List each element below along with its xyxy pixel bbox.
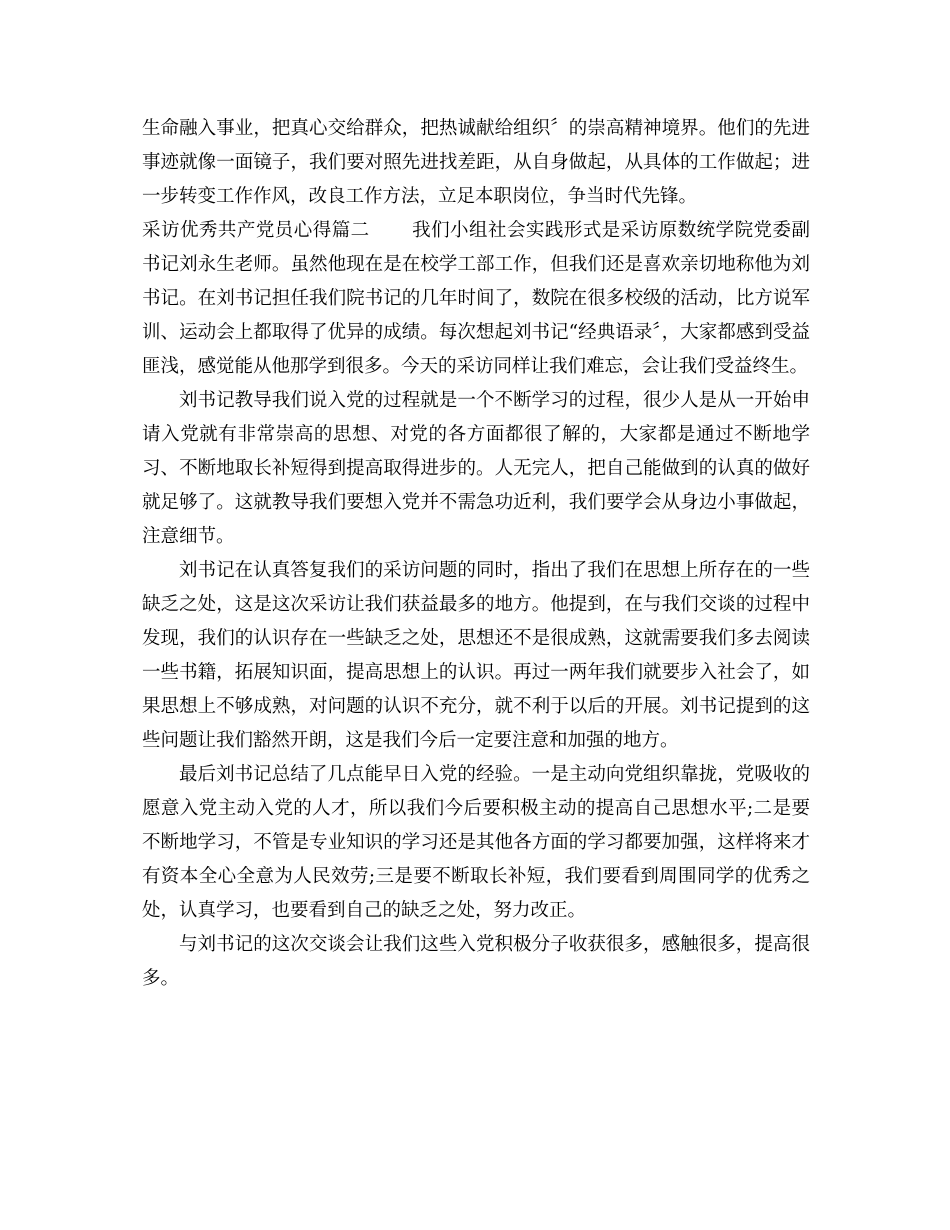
paragraph-shortcomings: 刘书记在认真答复我们的采访问题的同时，指出了我们在思想上所存在的一些缺乏之处，这是这次采访让我们获益最多的地方。他提到，在与我们交谈的过程中发现，我们的认识存在一些缺乏之处，思想还不是很成熟，这就需要我们多去阅读一些书籍，拓展知识面，提高思想上的认识。再过一两年我们就要步入社会了，如果思想上不够成熟，对问题的认识不充分，就不利于以后的开展。刘书记提到的这些问题让我们豁然开朗，这是我们今后一定要注意和加强的地方。	[142, 560, 810, 751]
section-paragraph	[142, 214, 810, 384]
paragraph-experience: 最后刘书记总结了几点能早日入党的经验。一是主动向党组织靠拢，党吸收的愿意入党主动入党的人才，所以我们今后要积极主动的提高自己思想水平;二是要不断地学习，不管是专业知识的学习还是其他各方面的学习都要加强，这样将来才有资本全心全意为人民效劳;三是要不断取长补短，我们要看到周围同学的优秀之处，认真学习，也要看到自己的缺乏之处，努力改正。	[142, 764, 810, 921]
document-page	[142, 112, 810, 996]
section-first-paragraph: 我们小组社会实践形式是采访原数统学院党委副书记刘永生老师。虽然他现在是在校学工部工作，但我们还是喜欢亲切地称他为刘书记。在刘书记担任我们院书记的几年时间了，数院在很多校级的活动，比方说军训、运动会上都取得了优异的成绩。每次想起刘书记“经典语录〞，大家都感到受益匪浅，感觉能从他那学到很多。今天的采访同样让我们难忘，会让我们受益终生。	[142, 220, 810, 377]
paragraph-conclusion: 与刘书记的这次交谈会让我们这些入党积极分子收获很多，感触很多，提高很多。	[142, 934, 810, 989]
paragraph-continuation: 生命融入事业，把真心交给群众，把热诚献给组织〞的崇高精神境界。他们的先进事迹就像一面镜子，我们要对照先进找差距，从自身做起，从具体的工作做起；进一步转变工作作风，改良工作方法，立足本职岗位，争当时代先锋。	[142, 118, 810, 207]
paragraph-learning: 刘书记教导我们说入党的过程就是一个不断学习的过程，很少人是从一开始申请入党就有非常崇高的思想、对党的各方面都很了解的，大家都是通过不断地学习、不断地取长补短得到提高取得进步的。人无完人，把自己能做到的认真的做好就足够了。这就教导我们要想入党并不需急功近利，我们要学会从身边小事做起，注意细节。	[142, 390, 810, 547]
section-title: 采访优秀共产党员心得篇二	[142, 220, 370, 241]
